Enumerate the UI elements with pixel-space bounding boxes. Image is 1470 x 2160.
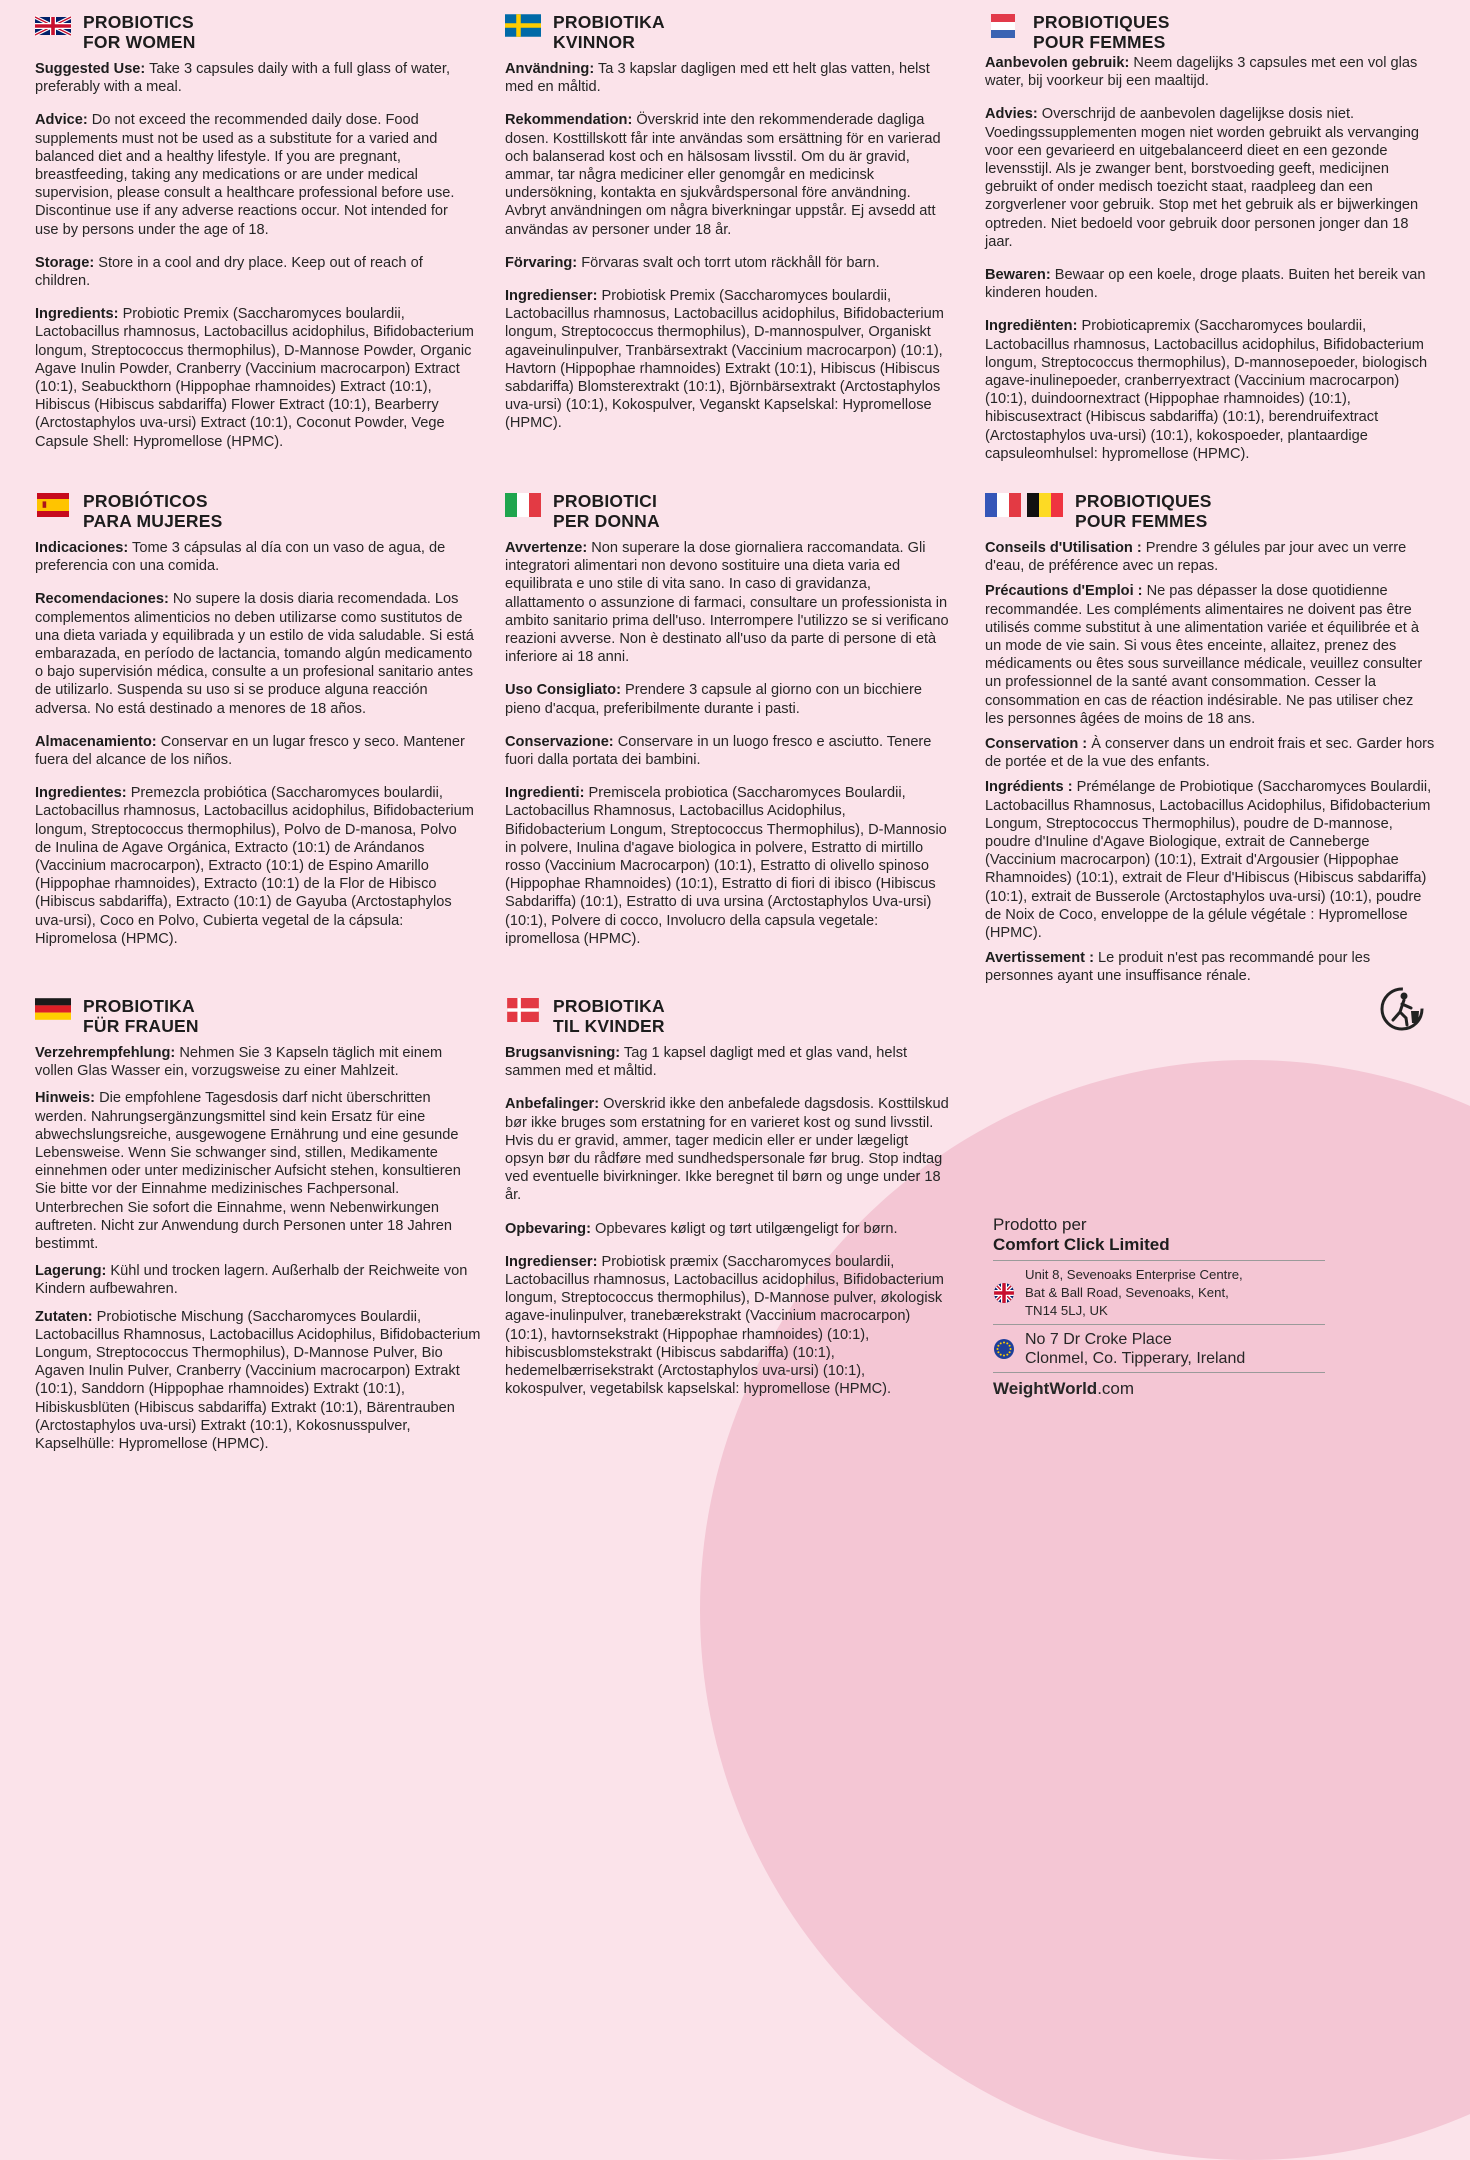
recommendations (505, 1095, 950, 1204)
ie-address-text (1025, 1330, 1245, 1368)
title-line-2: PARA MUJERES (83, 511, 223, 531)
text: À conserver dans un endroit frais et sec. Garder hors de portée et de la vue des enfants. (985, 736, 1435, 771)
netherlands-flag-icon (985, 14, 1021, 38)
ingredients (505, 1253, 950, 1399)
usage-advice (985, 539, 1435, 575)
title-line-2: FÜR FRAUEN (83, 1016, 199, 1036)
text: Probiotic Premix (Saccharomyces boulardii, Lactobacillus rhamnosus, Lactobacillus acidophilus, Bifidobacterium longum, Streptococcus thermophilus), D-Mannose Powder, Organic Agave Inulin Powder, Cranberry (Vaccinium macrocarpon) Extract (10:1), Seabuckthorn (Hippophae rhamnoides) Extract (10:1), Hibiscus (Hibiscus sabdariffa) Flower Extract (10:1), Bearberry (Arctostaphylos uva-ursi) Extract (10:1), Coconut Powder, Vege Capsule Shell: Hypromellose (HPMC). (35, 306, 474, 450)
section-header (35, 996, 483, 1036)
belgium-flag-icon (1027, 493, 1063, 517)
label: Ingredienser: (505, 288, 598, 305)
section-it (505, 491, 950, 963)
section-de (35, 996, 483, 1462)
sweden-flag-icon (505, 14, 541, 37)
text: Premezcla probiótica (Saccharomyces boulardii, Lactobacillus rhamnosus, Lactobacillus acidophilus, Bifidobacterium longum, Streptococcus thermophilus), Polvo de D-manosa, Polvo de Inulina de Agave Orgánica, Extracto (10:1) de Arándanos (Vaccinium macrocarpon), Extracto (10:1) de Espino Amarillo (Hippophae rhamnoides), Extracto (10:1) de la Flor de Hibisco (Hibiscus sabdariffa), Extracto (10:1) de Gayuba (Arctostaphylos uva-ursi), Coco en Polvo, Cubierta vegetal de la cápsula: Hipromelosa (HPMC). (35, 785, 474, 947)
text: Opbevares køligt og tørt utilgængeligt for børn. (590, 1220, 898, 1237)
label: Bewaren: (985, 267, 1051, 284)
text: Bewaar op een koele, droge plaats. Buiten het bereik van kinderen houden. (985, 267, 1426, 302)
title-line-2: FOR WOMEN (83, 32, 196, 52)
text: Neem dagelijks 3 capsules met een vol glas water, bij voorkeur bij een maaltijd. (985, 55, 1418, 90)
text: Förvaras svalt och torrt utom räckhåll för barn. (577, 254, 880, 271)
label: Avertissement : (985, 950, 1094, 967)
ingredients (35, 305, 475, 451)
ingredients (505, 287, 950, 433)
section-title (553, 491, 660, 531)
storage (505, 733, 950, 769)
title-line-2: POUR FEMMES (1075, 511, 1208, 531)
label: Hinweis: (35, 1090, 96, 1107)
section-header (985, 491, 1435, 531)
label: Ingredients: (35, 306, 119, 323)
storage (505, 1220, 950, 1238)
uk-flag-icon (993, 1282, 1015, 1304)
text: Conservare in un luogo fresco e asciutto. Tenere fuori dalla portata dei bambini. (505, 733, 932, 769)
section-nl (985, 12, 1440, 478)
website[interactable] (993, 1372, 1325, 1399)
section-sv (505, 12, 950, 448)
ingredients (35, 784, 475, 948)
text: Överskrid inte den rekommenderade dagliga dosen. Kosttillskott får inte användas som ersättning för en varierad och balanserad kost och en hälsosam livsstil. Om du är gravid, ammar, tar några mediciner eller genomgår en medicinsk undersökning, kontakta en sjukvårdspersonal före användning. Avbryt användningen om några biverkningar uppstår. Ej avsedd att användas av personer under 18 år. (505, 112, 941, 238)
section-title (1033, 12, 1170, 52)
warning (985, 949, 1435, 985)
label: Anbefalinger: (505, 1096, 600, 1113)
uk-address (993, 1260, 1325, 1324)
manufacturer-intro: Prodotto per (993, 1215, 1087, 1234)
uk-address-text: Unit 8, Sevenoaks Enterprise Centre, Bat & Ball Road, Sevenoaks, Kent, TN14 5LJ, UK (1025, 1267, 1243, 1318)
storage (985, 266, 1440, 302)
label: Avvertenze: (505, 540, 588, 556)
text: Probiotisk præmix (Saccharomyces boulardii, Lactobacillus rhamnosus, Lactobacillus acidophilus, Bifidobacterium longum, Streptococcus thermophilus), D-Mannose pulver, økologisk agave-inulinpulver, tranebærekstrakt (Vaccinium macrocarpon) (10:1), havtornsekstrakt (Hippophae rhamnoides) (10:1), hibiscusblomstekstrakt (Hibiscus sabdariffa) (10:1), hedemelbærrisekstrakt (Arctostaphylos uva-ursi) (10:1), kokospulver, vegetabilsk kapselskal: hypromellose (HPMC). (505, 1253, 944, 1398)
text: Prendere 3 capsule al giorno con un bicchiere pieno d'acqua, preferibilmente durante i pasti. (505, 682, 922, 717)
tidyman-recycle-icon (1378, 985, 1426, 1033)
section-es (35, 491, 475, 963)
recommended-intake (35, 1044, 483, 1080)
section-header (35, 491, 475, 531)
title-line-1: PROBIOTIKA (553, 12, 665, 32)
label: Lagerung: (35, 1263, 107, 1280)
text: Overskrid ikke den anbefalede dagsdosis. Kosttilskud bør ikke bruges som erstatning for en varieret kost og sund livsstil. Hvis du er gravid, ammer, tager medicin eller er under lægeligt opsyn bør du rådføre med sundhedspersonale før brug. Stop indtag ved eventuelle bivirkninger. Ikke beregnet til børn og unge under 18 år. (505, 1096, 949, 1204)
section-title (83, 996, 199, 1036)
recommended-use (985, 54, 1440, 90)
label: Conservation : (985, 736, 1088, 753)
text: Nehmen Sie 3 Kapseln täglich mit einem vollen Glas Wasser ein, vorzugsweise zu einer Mahlzeit. (35, 1045, 443, 1080)
label: Indicaciones: (35, 540, 129, 556)
label: Förvaring: (505, 254, 578, 271)
text: Probioticapremix (Saccharomyces boulardii, Lactobacillus rhamnosus, Lactobacillus acidophilus, Bifidobacterium longum, Streptococcus thermophilus), D-mannosepoeder, biologisch agave-inulinepoeder, cranberryextract (Vaccinium macrocarpon) (10:1), duindoornextract (Hippophae rhamnoides) (10:1), hibiscusextract (Hibiscus sabdariffa) (10:1), berendruifextract (Arctostaphylos uva-ursi) (10:1), kokospoeder, plantaardige capsuleomhulsel: hypromellose (HPMC). (985, 318, 1428, 462)
ingredients (985, 317, 1440, 463)
notice (35, 1089, 483, 1253)
section-title (83, 491, 223, 531)
ie-address-line-1: No 7 Dr Croke Place (1025, 1331, 1172, 1348)
section-header (985, 12, 1440, 52)
title-line-1: PROBIOTICS (83, 12, 194, 32)
text: Prendre 3 gélules par jour avec un verre d'eau, de préférence avec un repas. (985, 540, 1407, 575)
section-title (553, 12, 665, 52)
title-line-1: PROBIOTIQUES (1033, 12, 1170, 32)
label: Ingrediënten: (985, 318, 1078, 335)
storage (35, 254, 475, 290)
company-name: Comfort Click Limited (993, 1235, 1170, 1254)
label: Advice: (35, 112, 88, 129)
section-da (505, 996, 950, 1413)
directions (35, 539, 475, 575)
uk-flag-icon (35, 14, 71, 38)
advice (35, 111, 475, 238)
text: Overschrijd de aanbevolen dagelijkse dosis niet. Voedingssupplementen mogen niet worden gebruikt als vervanging voor een gevarieerd en uitgebalanceerd dieet en een gezonde levensstijl. Als je zwanger bent, borstvoeding geeft, medicijnen gebruikt of onder medisch toezicht staat, raadpleeg dan een zorgverlener voor gebruik. Stop met het gebruik als er bijwerkingen optreden. Niet bedoeld voor gebruik door personen jonger dan 18 jaar. (985, 106, 1420, 250)
usage (505, 60, 950, 96)
title-line-1: PROBIOTIKA (83, 996, 195, 1016)
label: Opbevaring: (505, 1220, 591, 1237)
text: Take 3 capsules daily with a full glass of water, preferably with a meal. (35, 61, 451, 96)
label: Ingredientes: (35, 785, 127, 802)
advice (985, 105, 1440, 251)
title-line-2: POUR FEMMES (1033, 32, 1166, 52)
text: Store in a cool and dry place. Keep out of reach of children. (35, 254, 423, 290)
title-line-2: KVINNOR (553, 32, 636, 52)
ingredients (35, 1308, 483, 1454)
text: Ta 3 kapslar dagligen med ett helt glas vatten, helst med en måltid. (505, 61, 930, 96)
recommendations (35, 590, 475, 717)
text: Do not exceed the recommended daily dose. Food supplements must not be used as a substitute for a varied and balanced diet and a healthy lifestyle. If you are pregnant, breastfeeding, taking any medications or are under medical supervision, please consult a healthcare professional before use. Discontinue use if any adverse reactions occur. Not intended for use by persons under the age of 18. (35, 112, 455, 238)
label: Recomendaciones: (35, 591, 169, 608)
section-header (505, 12, 950, 52)
section-title (83, 12, 196, 52)
text: Conservar en un lugar fresco y seco. Mantener fuera del alcance de los niños. (35, 733, 465, 769)
title-line-2: TIL KVINDER (553, 1016, 665, 1036)
manufacturer-block (993, 1215, 1325, 1399)
storage (505, 254, 950, 272)
germany-flag-icon (35, 998, 71, 1020)
warnings (505, 539, 950, 666)
text: Tome 3 cápsulas al día con un vaso de agua, de preferencia con una comida. (35, 540, 446, 575)
suggested-use (35, 60, 475, 96)
text: Premiscela probiotica (Saccharomyces Boulardii, Lactobacillus Rhamnosus, Lactobacillus Acidophilus, Bifidobacterium Longum, Streptococcus Thermophilus), D-Mannosio in polvere, Inulina d'agave biologica in polvere, Estratto di mirtillo rosso (Vaccinium Macrocarpon) (10:1), Estratto di olivello spinoso (Hippophae Rhamnoides) (10:1), Estratto di fiori di ibisco (Hibiscus Sabdariffa) (10:1), Estratto di uva ursina (Arctostaphylos Uva-ursi) (10:1), Polvere di cocco, Involucro della capsula vegetale: ipromellosa (HPMC). (505, 785, 947, 947)
label: Advies: (985, 106, 1038, 123)
label: Uso Consigliato: (505, 682, 621, 699)
text: Die empfohlene Tagesdosis darf nicht überschritten werden. Nahrungsergänzungsmittel sind kein Ersatz für eine abwechslungsreiche, ausgewogene Ernährung und eine gesunde Lebensweise. Wenn Sie schwanger sind, stillen, Medikamente einnehmen oder unter medizinischer Aufsicht stehen, konsultieren Sie bitte vor der Einnahme medizinisches Fachpersonal. Unterbrechen Sie sofort die Einnahme, wenn Nebenwirkungen auftreten. Nicht zur Anwendung durch Personen unter 18 Jahren bestimmt. (35, 1090, 461, 1253)
label: Conseils d'Utilisation : (985, 540, 1142, 556)
label: Zutaten: (35, 1308, 93, 1325)
label: Almacenamiento: (35, 733, 157, 750)
label: Ingredienti: (505, 785, 585, 802)
denmark-flag-icon (505, 998, 541, 1022)
recommendation (505, 111, 950, 238)
label: Suggested Use: (35, 61, 146, 77)
label: Verzehrempfehlung: (35, 1045, 176, 1061)
label: Storage: (35, 254, 95, 271)
label: Aanbevolen gebruik: (985, 55, 1130, 71)
title-line-1: PROBIOTIQUES (1075, 491, 1212, 511)
text: Kühl und trocken lagern. Außerhalb der Reichweite von Kindern aufbewahren. (35, 1263, 468, 1298)
text: No supere la dosis diaria recomendada. Los complementos alimenticios no deben utilizarse como sustitutos de una dieta variada y equilibrada y un estilo de vida saludable. Si está embarazada, en período de lactancia, tomando algún medicamento o bajo supervisión médica, consulte a un profesional sanitario antes de utilizarlo. Suspenda su uso si se produce alguna reacción adversa. No está destinado a menores de 18 años. (35, 591, 474, 717)
label: Användning: (505, 61, 595, 77)
instructions (505, 1044, 950, 1080)
label: Précautions d'Emploi : (985, 583, 1143, 600)
text: Non superare la dose giornaliera raccomandata. Gli integratori alimentari non devono sostituire una dieta varia ed equilibrata e uno stile di vita sano. In caso di gravidanza, allattamento o assunzione di farmaci, consultare un professionista in ambito sanitario prima dell'uso. Interrompere l'utilizzo se si verificano reazioni avverse. Non è destinato all'uso da parte di persone di età inferiore ai 18 anni. (505, 540, 949, 666)
storage (35, 1262, 483, 1298)
section-fr (985, 491, 1435, 993)
spain-flag-icon (35, 493, 71, 517)
recommended-use (505, 681, 950, 717)
text: Probiotische Mischung (Saccharomyces Boulardii, Lactobacillus Rhamnosus, Lactobacillus Acidophilus, Bifidobacterium Longum, Streptococcus Thermophilus), D-Mannose Pulver, Bio Agaven Inulin Pulver, Cranberry (Vaccinium macrocarpon) Extrakt (10:1), Sanddorn (Hippophae rhamnoides) Extrakt (10:1), Hibiskusblüten (Hibiscus sabdariffa) Extrakt (10:1), Bärentrauben (Arctostaphylos uva-ursi) Extrakt (10:1), Kokosnusspulver, Kapselhülle: Hypromellose (HPMC). (35, 1308, 481, 1453)
title-line-1: PROBIÓTICOS (83, 491, 208, 511)
ie-address (993, 1324, 1325, 1372)
precautions (985, 582, 1435, 728)
label: Brugsanvisning: (505, 1045, 621, 1061)
ingredients (505, 784, 950, 948)
website-domain: .com (1097, 1379, 1135, 1398)
text: Tag 1 kapsel dagligt med et glas vand, helst sammen med et måltid. (505, 1045, 908, 1080)
text: Probiotisk Premix (Saccharomyces boulardii, Lactobacillus rhamnosus, Lactobacillus acidophilus, Bifidobacterium longum, Streptococcus thermophilus), D-mannospulver, Organiskt agaveinulinpulver, Tranbärsextrakt (Vaccinium macrocarpon) (10:1), Havtorn (Hippophae rhamnoides) Extrakt (10:1), Hibiscus (Hibiscus sabdariffa) Blomsterextrakt (10:1), Björnbärsextrakt (Arctostaphylos uva-ursi) (10:1), Kokospulver, Veganskt Kapselskal: Hypromellose (HPMC). (505, 288, 944, 432)
storage (35, 733, 475, 769)
section-title (1075, 491, 1212, 531)
label: Rekommendation: (505, 112, 633, 129)
italy-flag-icon (505, 493, 541, 517)
section-title (553, 996, 665, 1036)
label: Conservazione: (505, 733, 614, 750)
section-header (505, 491, 950, 531)
ingredients (985, 778, 1435, 942)
website-brand: WeightWorld (993, 1379, 1098, 1398)
section-header (505, 996, 950, 1036)
storage (985, 735, 1435, 771)
section-header (35, 12, 475, 52)
title-line-1: PROBIOTICI (553, 491, 658, 511)
text: Le produit n'est pas recommandé pour les personnes ayant une insuffisance rénale. (985, 950, 1371, 985)
section-en (35, 12, 475, 466)
title-line-1: PROBIOTIKA (553, 996, 665, 1016)
text: Ne pas dépasser la dose quotidienne recommandée. Les compléments alimentaires ne doivent pas être utilisés comme substitut à une alimentation variée et équilibrée et à un mode de vie sain. Si vous êtes enceinte, allaitez, prenez des médicaments ou êtes sous surveillance médicale, veuillez consulter un professionnel de la santé avant consommation. Cesser la consommation en cas de réaction indésirable. Ne pas utiliser chez les personnes âgées de moins de 18 ans. (985, 583, 1423, 727)
text: Prémélange de Probiotique (Saccharomyces Boulardii, Lactobacillus Rhamnosus, Lactobacillus Acidophilus, Bifidobacterium Longum, Streptococcus Thermophilus), poudre de D-mannose, poudre d'Inuline d'Agave Biologique, extrait de Canneberge (Vaccinium macrocarpon) (10:1), Extrait d'Argousier (Hippophae Rhamnoides) (10:1), extrait de Fleur d'Hibiscus (Hibiscus sabdariffa) (10:1), extrait de Busserole (Arctostaphylos uva-ursi) (10:1), poudre de Noix de Coco, enveloppe de la gélule végétale : Hypromellose (HPMC). (985, 779, 1432, 942)
eu-flag-icon (993, 1338, 1015, 1360)
ie-address-line-2: Clonmel, Co. Tipperary, Ireland (1025, 1350, 1246, 1367)
france-flag-icon (985, 493, 1021, 517)
title-line-2: PER DONNA (553, 511, 660, 531)
label: Ingrédients : (985, 779, 1073, 796)
label: Ingredienser: (505, 1253, 598, 1270)
